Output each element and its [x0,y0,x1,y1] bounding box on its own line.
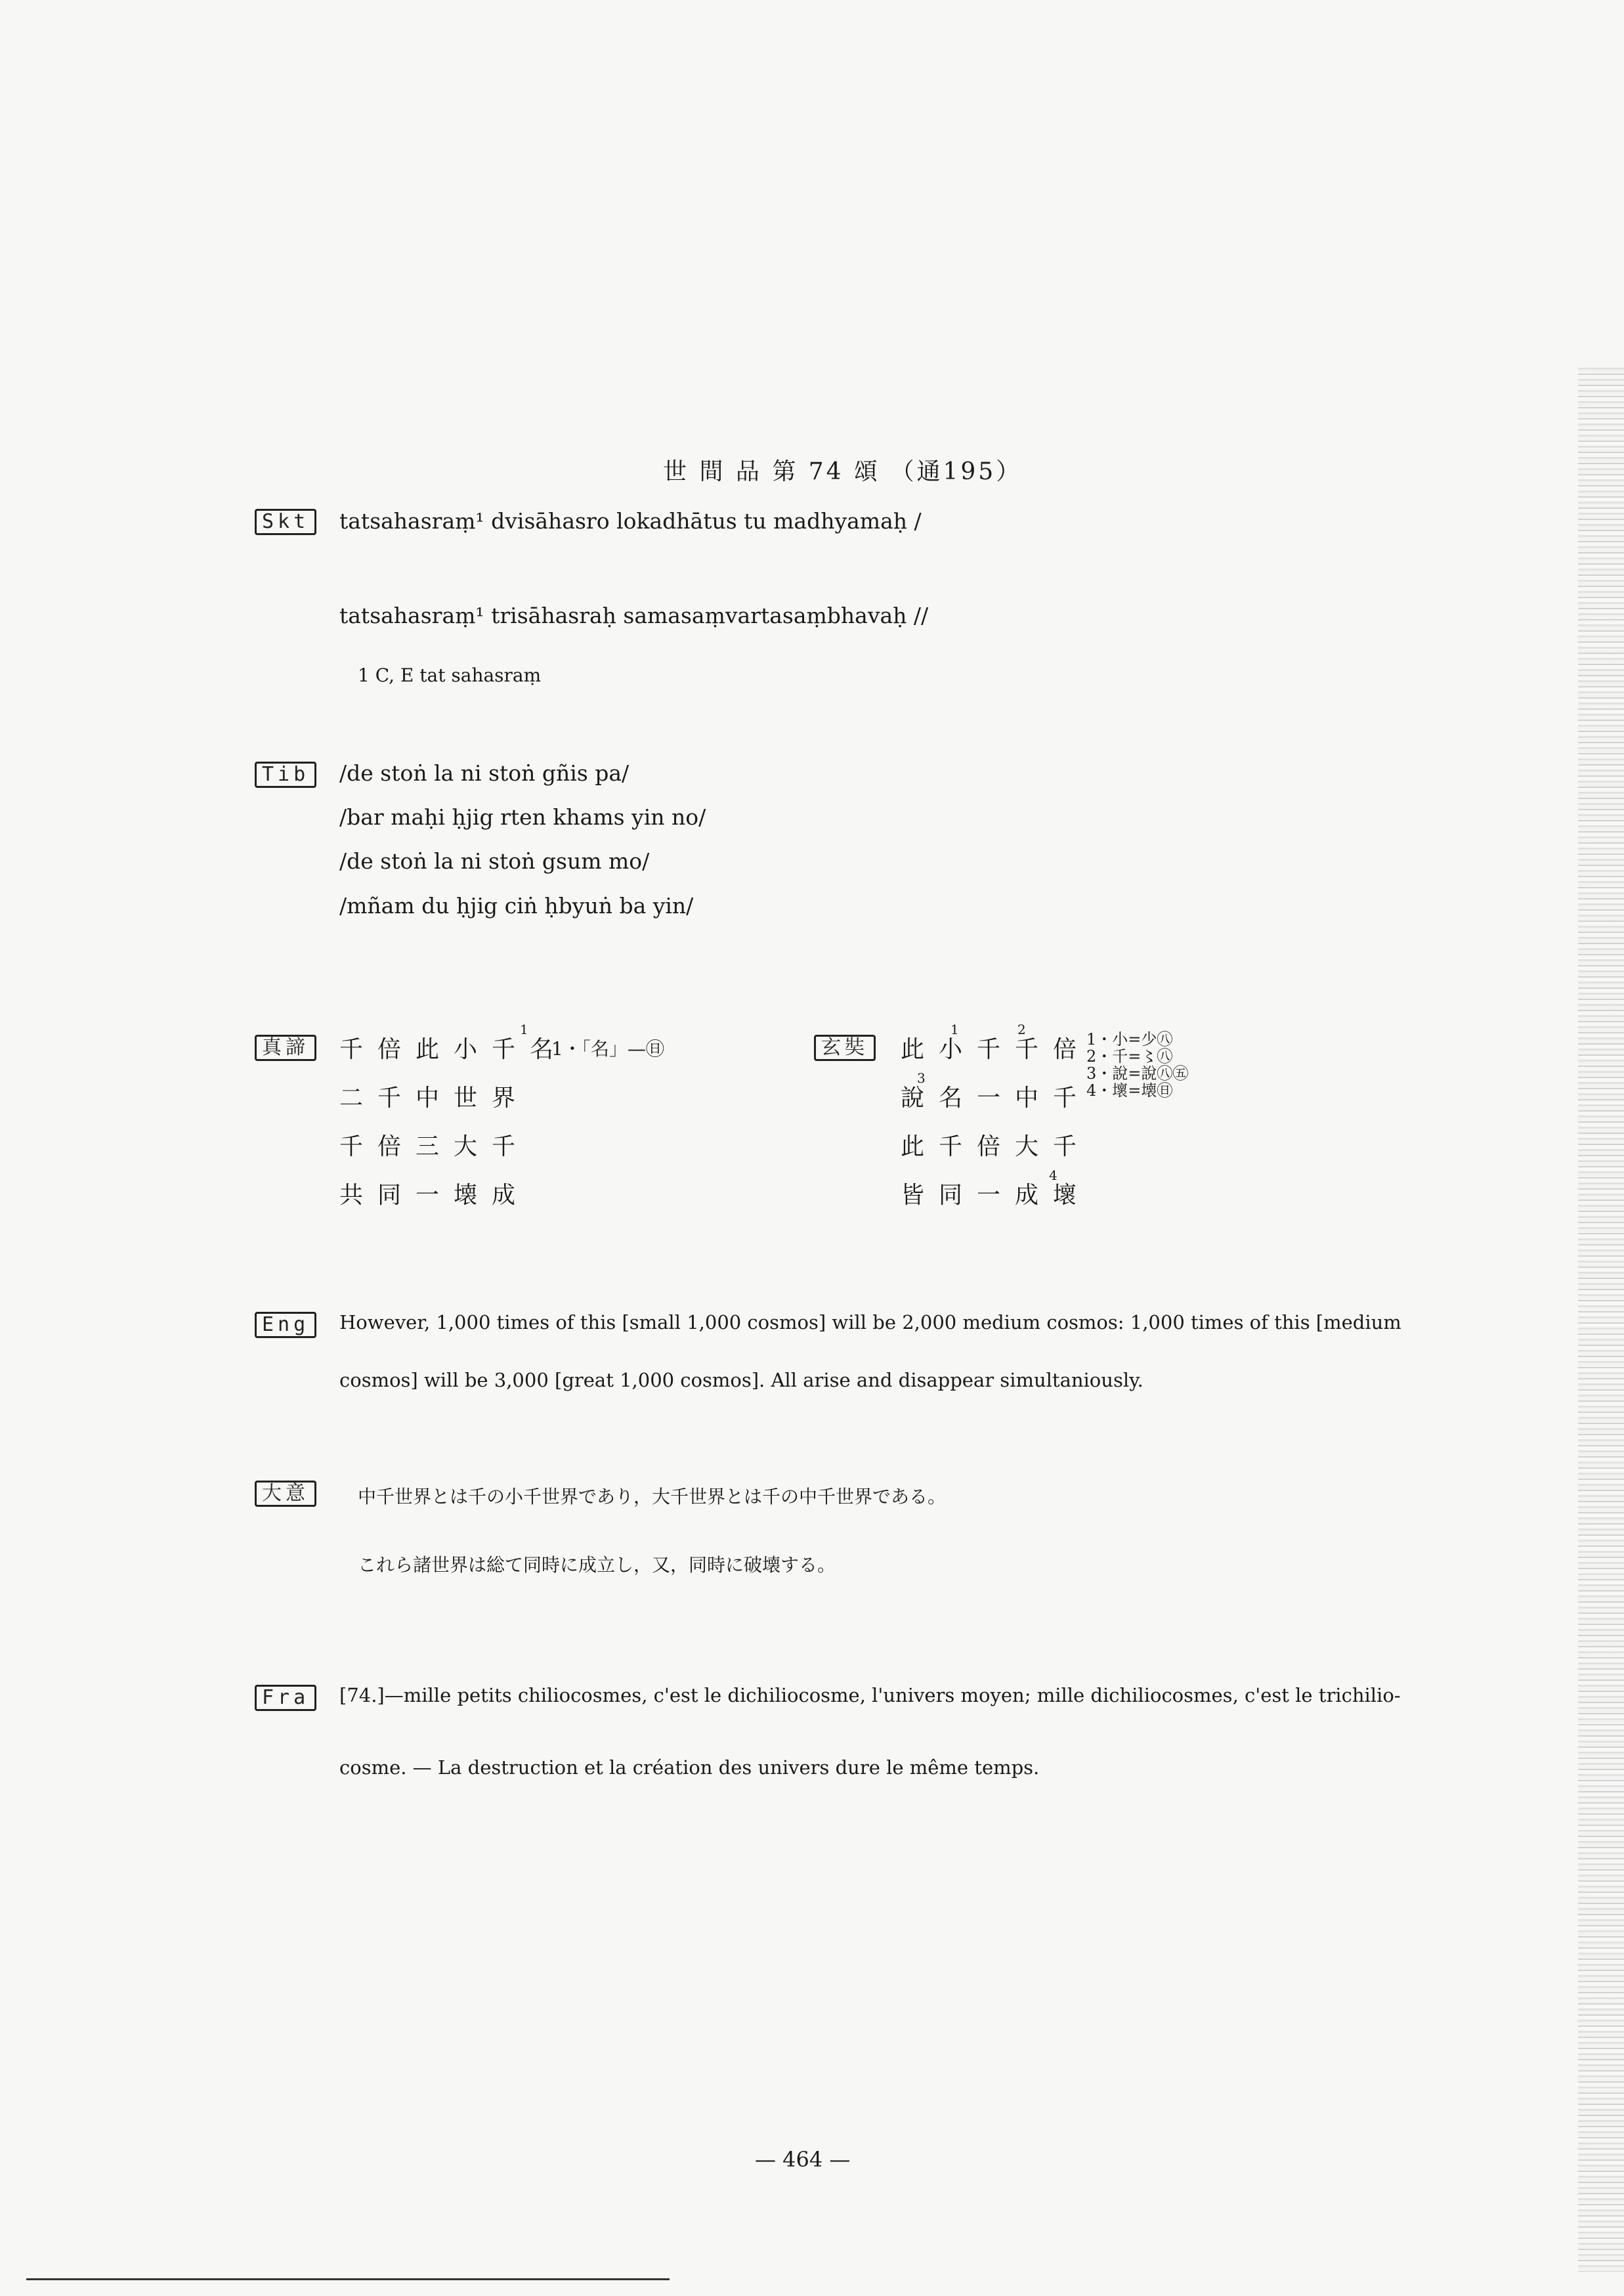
eng-line-1: However, 1,000 times of this [small 1,000 cosmos] will be 2,000 medium cosmos: 1,000 times of this [medium [339,1311,1401,1333]
shintai-note: 1・「名」—㊐ [551,1038,664,1060]
shintai-note-marker: 1 [520,1022,528,1037]
shintai-line-1: 千倍此小千名 [339,1036,568,1063]
eng-label: Eng [255,1312,316,1338]
tib-line-1: /de stoṅ la ni stoṅ gñis pa/ [339,760,630,786]
genjo-note-3: 3・說=說㊇㊄ [1086,1064,1189,1083]
shintai-line-2: 二千中世界 [339,1085,530,1112]
skt-line-2: tatsahasraṃ¹ trisāhasraḥ samasaṃvartasaṃbhavaḥ // [339,603,929,628]
genjo-marker-2: 2 [1017,1022,1026,1037]
bottom-rule [26,2278,670,2280]
scan-edge-shadow [1578,368,1624,2272]
page-number: — 464 — [755,2147,851,2172]
tib-line-2: /bar maḥi ḥjig rten khams yin no/ [339,804,706,830]
genjo-note-4: 4・壞=壊㊐ [1086,1081,1173,1100]
genjo-marker-3: 3 [917,1070,926,1086]
shintai-label: 真諦 [255,1035,316,1061]
skt-note: 1 C, E tat sahasraṃ [358,664,542,686]
tib-label: Tib [255,762,316,788]
shintai-line-3: 千倍三大千 [339,1133,530,1160]
skt-line-1: tatsahasraṃ¹ dvisāhasro lokadhātus tu madhyamaḥ / [339,508,922,534]
jp-label: 大意 [255,1481,316,1507]
tib-line-4: /mñam du ḥjig ciṅ ḥbyuṅ ba yin/ [339,893,694,919]
genjo-marker-4: 4 [1049,1167,1058,1183]
jp-line-1: 中千世界とは千の小千世界であり，大千世界とは千の中千世界である。 [358,1486,947,1507]
genjo-line-2: 說名一中千 [901,1085,1092,1112]
skt-label: Skt [255,509,316,535]
fra-line-2: cosme. — La destruction et la création des univers dure le même temps. [339,1756,1040,1779]
genjo-note-1: 1・小=少㊇ [1086,1030,1173,1049]
genjo-line-1: 此小千千倍 [901,1036,1092,1063]
jp-line-2: これら諸世界は総て同時に成立し，又，同時に破壊する。 [358,1554,836,1576]
fra-label: Fra [255,1685,316,1711]
genjo-marker-1: 1 [951,1022,959,1037]
shintai-line-4: 共同一壊成 [339,1182,530,1209]
tib-line-3: /de stoṅ la ni stoṅ gsum mo/ [339,848,650,874]
genjo-line-3: 此千倍大千 [901,1133,1092,1160]
section-title: 世 間 品 第 74 頌 （通195） [663,458,1023,485]
genjo-label: 玄奘 [814,1035,876,1061]
genjo-line-4: 皆同一成壞 [901,1182,1092,1209]
genjo-note-2: 2・千=〻㊇ [1086,1047,1173,1066]
eng-line-2: cosmos] will be 3,000 [great 1,000 cosmos]. All arise and disappear simultaniously. [339,1369,1143,1391]
fra-line-1: [74.]—mille petits chiliocosmes, c'est le dichiliocosme, l'univers moyen; mille dichiliocosmes, c'est le trichilio- [339,1684,1401,1706]
